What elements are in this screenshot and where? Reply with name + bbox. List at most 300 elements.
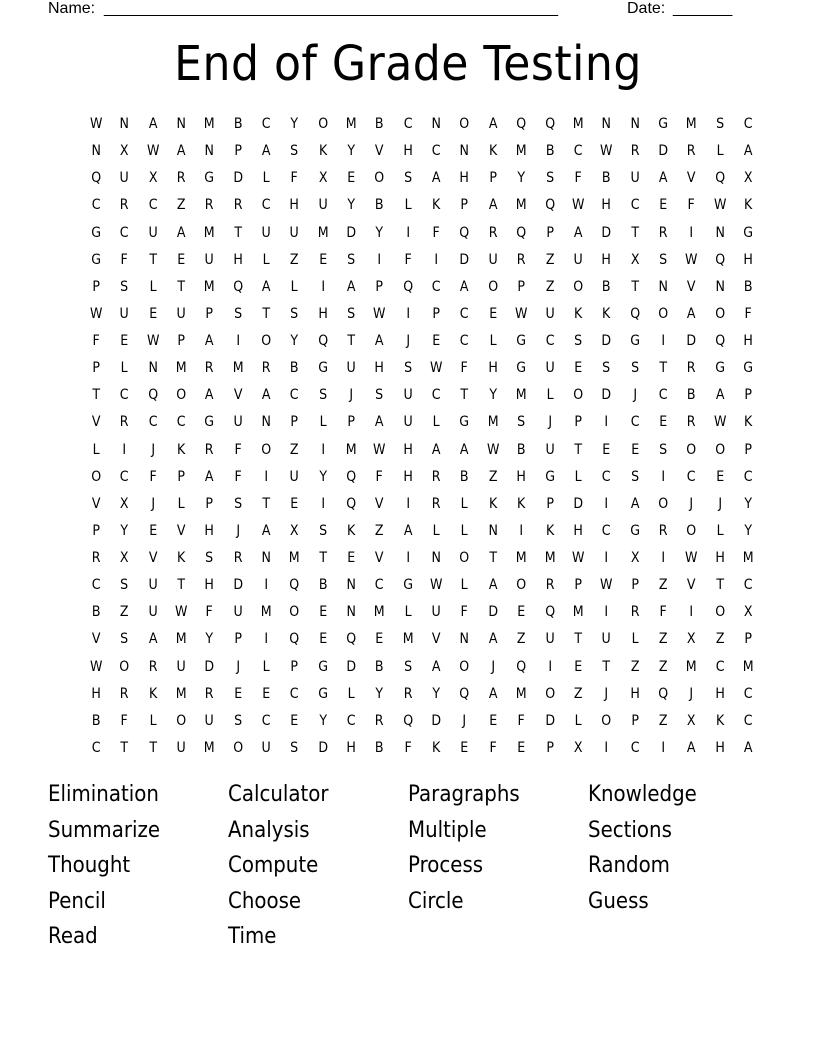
- grid-cell[interactable]: S: [403, 170, 412, 187]
- grid-cell[interactable]: Z: [120, 604, 129, 621]
- grid-cell[interactable]: K: [744, 197, 753, 214]
- grid-cell[interactable]: M: [572, 604, 584, 621]
- grid-cell[interactable]: K: [176, 550, 186, 566]
- grid-cell[interactable]: I: [264, 577, 269, 594]
- grid-cell[interactable]: I: [406, 495, 410, 512]
- grid-cell[interactable]: U: [261, 224, 271, 241]
- grid-cell[interactable]: O: [573, 387, 584, 404]
- grid-cell[interactable]: E: [489, 712, 498, 729]
- grid-cell[interactable]: S: [659, 251, 668, 268]
- grid-cell[interactable]: E: [318, 604, 327, 621]
- grid-cell[interactable]: P: [545, 495, 554, 512]
- grid-cell[interactable]: L: [177, 495, 185, 512]
- grid-cell[interactable]: M: [544, 550, 556, 566]
- grid-cell[interactable]: A: [205, 468, 214, 485]
- grid-cell[interactable]: O: [317, 116, 328, 132]
- grid-cell[interactable]: F: [687, 197, 696, 214]
- grid-cell[interactable]: M: [175, 685, 187, 702]
- grid-cell[interactable]: I: [604, 604, 609, 621]
- grid-cell[interactable]: G: [91, 251, 101, 268]
- grid-cell[interactable]: T: [602, 658, 611, 675]
- grid-cell[interactable]: P: [744, 441, 753, 458]
- grid-cell[interactable]: K: [545, 522, 554, 539]
- grid-cell[interactable]: T: [92, 387, 100, 404]
- grid-cell[interactable]: A: [460, 278, 469, 295]
- grid-cell[interactable]: S: [545, 170, 554, 187]
- grid-cell[interactable]: B: [545, 143, 555, 160]
- grid-cell[interactable]: A: [743, 143, 753, 160]
- grid-cell[interactable]: O: [658, 495, 669, 512]
- grid-cell[interactable]: M: [487, 414, 499, 431]
- grid-cell[interactable]: C: [573, 143, 583, 160]
- grid-cell[interactable]: Y: [290, 333, 299, 349]
- grid-cell[interactable]: I: [661, 739, 666, 756]
- grid-cell[interactable]: U: [573, 251, 583, 268]
- grid-cell[interactable]: X: [120, 550, 129, 566]
- grid-cell[interactable]: P: [205, 305, 214, 322]
- grid-cell[interactable]: L: [120, 360, 128, 377]
- grid-cell[interactable]: O: [289, 604, 300, 621]
- grid-cell[interactable]: L: [461, 577, 469, 594]
- grid-cell[interactable]: T: [574, 631, 582, 648]
- grid-cell[interactable]: A: [488, 577, 498, 594]
- grid-cell[interactable]: X: [120, 143, 129, 160]
- grid-cell[interactable]: L: [461, 495, 469, 512]
- grid-cell[interactable]: F: [489, 739, 497, 756]
- grid-cell[interactable]: Q: [346, 468, 357, 485]
- grid-cell[interactable]: F: [659, 604, 667, 621]
- grid-cell[interactable]: S: [403, 360, 412, 377]
- grid-cell[interactable]: L: [319, 414, 327, 431]
- grid-cell[interactable]: N: [488, 522, 498, 539]
- grid-cell[interactable]: E: [148, 522, 157, 539]
- grid-cell[interactable]: L: [432, 522, 440, 539]
- grid-cell[interactable]: R: [91, 550, 101, 566]
- grid-cell[interactable]: O: [516, 577, 527, 594]
- grid-cell[interactable]: F: [375, 468, 384, 485]
- grid-cell[interactable]: X: [630, 550, 640, 566]
- grid-cell[interactable]: N: [459, 143, 470, 160]
- grid-cell[interactable]: P: [92, 278, 100, 295]
- grid-cell[interactable]: V: [431, 631, 441, 648]
- grid-cell[interactable]: C: [630, 739, 640, 756]
- grid-cell[interactable]: Z: [545, 278, 555, 295]
- grid-cell[interactable]: R: [403, 685, 413, 702]
- grid-cell[interactable]: M: [402, 631, 414, 648]
- grid-cell[interactable]: C: [743, 116, 753, 132]
- grid-cell[interactable]: A: [488, 685, 498, 702]
- grid-cell[interactable]: Z: [488, 468, 498, 485]
- grid-cell[interactable]: K: [573, 305, 583, 322]
- grid-cell[interactable]: I: [604, 495, 609, 512]
- grid-cell[interactable]: Y: [290, 116, 299, 132]
- grid-cell[interactable]: S: [120, 278, 129, 295]
- grid-cell[interactable]: F: [149, 468, 157, 485]
- grid-cell[interactable]: C: [91, 577, 101, 594]
- grid-cell[interactable]: L: [149, 278, 157, 295]
- grid-cell[interactable]: C: [290, 685, 299, 702]
- grid-cell[interactable]: A: [261, 387, 271, 404]
- grid-cell[interactable]: U: [630, 170, 640, 187]
- grid-cell[interactable]: R: [205, 360, 214, 377]
- grid-cell[interactable]: U: [488, 251, 498, 268]
- grid-cell[interactable]: I: [661, 468, 666, 485]
- grid-cell[interactable]: O: [176, 387, 187, 404]
- grid-cell[interactable]: E: [432, 333, 441, 349]
- grid-cell[interactable]: Q: [232, 278, 243, 295]
- grid-cell[interactable]: H: [91, 685, 101, 702]
- grid-cell[interactable]: Y: [517, 170, 526, 187]
- grid-cell[interactable]: V: [375, 495, 384, 512]
- grid-cell[interactable]: G: [516, 360, 527, 377]
- grid-cell[interactable]: T: [319, 550, 327, 566]
- grid-cell[interactable]: O: [119, 658, 130, 675]
- grid-cell[interactable]: L: [262, 170, 270, 187]
- grid-cell[interactable]: N: [346, 577, 356, 594]
- grid-cell[interactable]: W: [89, 658, 103, 675]
- grid-cell[interactable]: R: [517, 251, 526, 268]
- grid-cell[interactable]: A: [261, 522, 271, 539]
- grid-cell[interactable]: I: [264, 468, 269, 485]
- grid-cell[interactable]: V: [91, 631, 101, 648]
- grid-cell[interactable]: F: [404, 251, 412, 268]
- grid-cell[interactable]: M: [175, 631, 187, 648]
- grid-cell[interactable]: Q: [402, 712, 413, 729]
- grid-cell[interactable]: I: [689, 604, 694, 621]
- grid-cell[interactable]: U: [204, 712, 215, 729]
- grid-cell[interactable]: V: [375, 550, 384, 566]
- grid-cell[interactable]: T: [630, 224, 639, 241]
- grid-cell[interactable]: P: [205, 495, 214, 512]
- grid-cell[interactable]: Y: [347, 143, 356, 160]
- grid-cell[interactable]: F: [744, 305, 752, 322]
- grid-cell[interactable]: D: [658, 143, 669, 160]
- grid-cell[interactable]: E: [659, 414, 668, 431]
- grid-cell[interactable]: O: [374, 170, 385, 187]
- grid-cell[interactable]: I: [321, 441, 325, 458]
- grid-cell[interactable]: Q: [544, 604, 555, 621]
- grid-cell[interactable]: H: [233, 251, 243, 268]
- grid-cell[interactable]: C: [119, 224, 129, 241]
- grid-cell[interactable]: J: [689, 495, 694, 512]
- grid-cell[interactable]: E: [318, 251, 327, 268]
- grid-cell[interactable]: X: [687, 631, 696, 648]
- grid-cell[interactable]: E: [148, 305, 157, 322]
- grid-cell[interactable]: O: [714, 441, 725, 458]
- grid-cell[interactable]: G: [658, 116, 669, 132]
- grid-cell[interactable]: A: [375, 333, 384, 349]
- grid-cell[interactable]: T: [177, 577, 185, 594]
- grid-cell[interactable]: J: [491, 658, 495, 675]
- grid-cell[interactable]: W: [373, 441, 386, 458]
- grid-cell[interactable]: C: [91, 197, 101, 214]
- grid-cell[interactable]: B: [375, 116, 384, 132]
- grid-cell[interactable]: C: [431, 387, 441, 404]
- grid-cell[interactable]: U: [176, 658, 186, 675]
- grid-cell[interactable]: I: [434, 251, 439, 268]
- grid-cell[interactable]: J: [547, 414, 552, 431]
- grid-cell[interactable]: X: [318, 170, 328, 187]
- grid-cell[interactable]: N: [601, 116, 612, 132]
- grid-cell[interactable]: O: [261, 333, 272, 349]
- grid-cell[interactable]: S: [347, 251, 356, 268]
- grid-cell[interactable]: O: [176, 712, 187, 729]
- grid-cell[interactable]: H: [204, 522, 215, 539]
- grid-cell[interactable]: G: [317, 658, 328, 675]
- grid-cell[interactable]: E: [574, 360, 583, 377]
- grid-cell[interactable]: N: [147, 360, 158, 377]
- grid-cell[interactable]: A: [687, 739, 696, 756]
- grid-cell[interactable]: S: [233, 305, 242, 322]
- grid-cell[interactable]: Z: [630, 658, 640, 675]
- grid-cell[interactable]: Z: [658, 577, 668, 594]
- grid-cell[interactable]: P: [177, 333, 185, 349]
- grid-cell[interactable]: V: [687, 278, 696, 295]
- grid-cell[interactable]: P: [574, 577, 582, 594]
- grid-cell[interactable]: I: [321, 278, 325, 295]
- grid-cell[interactable]: N: [431, 116, 442, 132]
- grid-cell[interactable]: P: [347, 414, 356, 431]
- grid-cell[interactable]: S: [290, 143, 299, 160]
- grid-cell[interactable]: H: [630, 685, 640, 702]
- grid-cell[interactable]: F: [205, 604, 214, 621]
- grid-cell[interactable]: E: [262, 685, 271, 702]
- grid-cell[interactable]: L: [404, 197, 412, 214]
- grid-cell[interactable]: B: [602, 278, 611, 295]
- grid-cell[interactable]: L: [574, 468, 582, 485]
- grid-cell[interactable]: C: [630, 197, 640, 214]
- grid-cell[interactable]: L: [489, 333, 497, 349]
- grid-cell[interactable]: A: [176, 143, 186, 160]
- grid-cell[interactable]: E: [489, 305, 498, 322]
- grid-cell[interactable]: B: [517, 441, 526, 458]
- grid-cell[interactable]: W: [685, 550, 698, 566]
- grid-cell[interactable]: M: [515, 143, 527, 160]
- grid-cell[interactable]: N: [261, 550, 271, 566]
- grid-cell[interactable]: M: [686, 658, 697, 675]
- grid-cell[interactable]: L: [574, 712, 582, 729]
- grid-cell[interactable]: C: [119, 468, 129, 485]
- grid-cell[interactable]: L: [716, 143, 724, 160]
- grid-cell[interactable]: C: [431, 278, 441, 295]
- grid-cell[interactable]: Q: [459, 685, 470, 702]
- grid-cell[interactable]: W: [89, 305, 103, 322]
- grid-cell[interactable]: J: [718, 495, 722, 512]
- grid-cell[interactable]: A: [176, 224, 186, 241]
- grid-cell[interactable]: W: [89, 116, 103, 132]
- grid-cell[interactable]: Y: [347, 197, 356, 214]
- grid-cell[interactable]: C: [630, 414, 640, 431]
- grid-cell[interactable]: O: [658, 305, 669, 322]
- grid-cell[interactable]: R: [119, 414, 129, 431]
- grid-cell[interactable]: I: [661, 550, 666, 566]
- grid-cell[interactable]: W: [373, 305, 386, 322]
- grid-cell[interactable]: R: [488, 224, 498, 241]
- grid-cell[interactable]: Q: [544, 197, 555, 214]
- grid-cell[interactable]: H: [204, 577, 215, 594]
- grid-cell[interactable]: Y: [744, 522, 753, 539]
- grid-cell[interactable]: M: [203, 739, 215, 756]
- grid-cell[interactable]: P: [744, 387, 753, 404]
- grid-cell[interactable]: Y: [489, 387, 497, 404]
- grid-cell[interactable]: A: [488, 197, 498, 214]
- grid-cell[interactable]: L: [262, 251, 270, 268]
- grid-cell[interactable]: Q: [91, 170, 101, 187]
- grid-cell[interactable]: H: [601, 251, 612, 268]
- grid-cell[interactable]: M: [515, 550, 527, 566]
- grid-cell[interactable]: S: [318, 522, 327, 539]
- grid-cell[interactable]: D: [544, 712, 555, 729]
- name-field[interactable]: ______________________________________________________: [104, 0, 558, 17]
- grid-cell[interactable]: H: [573, 522, 583, 539]
- grid-cell[interactable]: G: [743, 224, 754, 241]
- grid-cell[interactable]: A: [205, 333, 214, 349]
- grid-cell[interactable]: U: [545, 360, 555, 377]
- grid-cell[interactable]: A: [658, 170, 668, 187]
- grid-cell[interactable]: A: [375, 414, 384, 431]
- grid-cell[interactable]: O: [714, 305, 725, 322]
- grid-cell[interactable]: M: [203, 224, 215, 241]
- grid-cell[interactable]: U: [601, 631, 612, 648]
- grid-cell[interactable]: Z: [290, 441, 299, 458]
- grid-cell[interactable]: H: [516, 468, 527, 485]
- grid-cell[interactable]: T: [148, 251, 157, 268]
- grid-cell[interactable]: C: [148, 414, 158, 431]
- grid-cell[interactable]: T: [347, 333, 356, 349]
- grid-cell[interactable]: I: [406, 550, 410, 566]
- grid-cell[interactable]: Q: [714, 170, 725, 187]
- grid-cell[interactable]: M: [289, 550, 300, 566]
- grid-cell[interactable]: Y: [319, 468, 327, 485]
- grid-cell[interactable]: T: [716, 577, 724, 594]
- grid-cell[interactable]: B: [290, 360, 299, 377]
- grid-cell[interactable]: C: [743, 577, 753, 594]
- grid-cell[interactable]: L: [432, 414, 440, 431]
- grid-cell[interactable]: X: [630, 251, 640, 268]
- grid-cell[interactable]: K: [517, 495, 526, 512]
- word-search-grid[interactable]: [82, 110, 763, 761]
- grid-cell[interactable]: X: [687, 712, 696, 729]
- grid-cell[interactable]: A: [261, 143, 271, 160]
- grid-cell[interactable]: A: [488, 631, 498, 648]
- grid-cell[interactable]: E: [347, 550, 356, 566]
- grid-cell[interactable]: R: [687, 143, 696, 160]
- grid-cell[interactable]: W: [174, 604, 188, 621]
- grid-cell[interactable]: O: [714, 604, 725, 621]
- grid-cell[interactable]: M: [175, 360, 187, 377]
- grid-cell[interactable]: S: [630, 360, 639, 377]
- grid-cell[interactable]: H: [743, 333, 753, 349]
- grid-cell[interactable]: O: [91, 468, 101, 485]
- grid-cell[interactable]: N: [176, 116, 186, 132]
- grid-cell[interactable]: E: [460, 739, 469, 756]
- grid-cell[interactable]: K: [715, 712, 725, 729]
- grid-cell[interactable]: R: [119, 197, 129, 214]
- grid-cell[interactable]: S: [318, 387, 327, 404]
- grid-cell[interactable]: E: [347, 170, 356, 187]
- grid-cell[interactable]: W: [486, 441, 500, 458]
- grid-cell[interactable]: A: [346, 278, 356, 295]
- grid-cell[interactable]: E: [177, 251, 186, 268]
- grid-cell[interactable]: B: [375, 197, 384, 214]
- grid-cell[interactable]: R: [261, 360, 271, 377]
- grid-cell[interactable]: J: [604, 685, 609, 702]
- grid-cell[interactable]: K: [602, 305, 611, 322]
- grid-cell[interactable]: K: [318, 143, 327, 160]
- grid-cell[interactable]: U: [545, 631, 555, 648]
- grid-cell[interactable]: S: [659, 441, 668, 458]
- grid-cell[interactable]: D: [459, 251, 470, 268]
- grid-cell[interactable]: D: [346, 224, 357, 241]
- grid-cell[interactable]: A: [743, 739, 753, 756]
- grid-cell[interactable]: R: [687, 360, 696, 377]
- grid-cell[interactable]: N: [91, 143, 101, 160]
- grid-cell[interactable]: O: [459, 116, 470, 132]
- grid-cell[interactable]: C: [743, 712, 753, 729]
- grid-cell[interactable]: P: [233, 631, 242, 648]
- grid-cell[interactable]: B: [91, 604, 101, 621]
- grid-cell[interactable]: Z: [715, 631, 725, 648]
- grid-cell[interactable]: D: [488, 604, 498, 621]
- grid-cell[interactable]: Z: [658, 712, 668, 729]
- grid-cell[interactable]: H: [374, 360, 385, 377]
- grid-cell[interactable]: E: [517, 739, 526, 756]
- grid-cell[interactable]: S: [120, 577, 129, 594]
- grid-cell[interactable]: E: [574, 658, 583, 675]
- grid-cell[interactable]: I: [519, 522, 524, 539]
- grid-cell[interactable]: Q: [544, 116, 555, 132]
- grid-cell[interactable]: L: [290, 278, 299, 295]
- grid-cell[interactable]: T: [460, 387, 469, 404]
- grid-cell[interactable]: U: [545, 441, 555, 458]
- grid-cell[interactable]: V: [375, 143, 384, 160]
- grid-cell[interactable]: M: [515, 197, 527, 214]
- grid-cell[interactable]: I: [604, 550, 609, 566]
- grid-cell[interactable]: S: [630, 468, 639, 485]
- grid-cell[interactable]: C: [431, 143, 441, 160]
- grid-cell[interactable]: T: [659, 360, 668, 377]
- grid-cell[interactable]: Q: [289, 577, 300, 594]
- grid-cell[interactable]: O: [459, 658, 470, 675]
- grid-cell[interactable]: P: [744, 631, 753, 648]
- grid-cell[interactable]: U: [119, 305, 129, 322]
- grid-cell[interactable]: S: [233, 495, 242, 512]
- grid-cell[interactable]: L: [149, 712, 157, 729]
- grid-cell[interactable]: A: [205, 387, 214, 404]
- grid-cell[interactable]: D: [346, 658, 357, 675]
- grid-cell[interactable]: A: [261, 278, 271, 295]
- grid-cell[interactable]: R: [630, 143, 640, 160]
- grid-cell[interactable]: Z: [658, 658, 668, 675]
- grid-cell[interactable]: G: [544, 468, 555, 485]
- grid-cell[interactable]: G: [204, 414, 215, 431]
- grid-cell[interactable]: C: [91, 739, 101, 756]
- grid-cell[interactable]: E: [602, 441, 611, 458]
- grid-cell[interactable]: U: [403, 414, 413, 431]
- grid-cell[interactable]: H: [715, 550, 725, 566]
- grid-cell[interactable]: T: [148, 739, 157, 756]
- grid-cell[interactable]: X: [148, 170, 158, 187]
- grid-cell[interactable]: G: [403, 577, 413, 594]
- grid-cell[interactable]: V: [176, 522, 186, 539]
- grid-cell[interactable]: Y: [375, 224, 384, 241]
- grid-cell[interactable]: C: [743, 685, 753, 702]
- grid-cell[interactable]: M: [742, 550, 754, 566]
- grid-cell[interactable]: W: [571, 197, 585, 214]
- grid-cell[interactable]: Z: [290, 251, 299, 268]
- grid-cell[interactable]: L: [461, 522, 469, 539]
- grid-cell[interactable]: L: [262, 658, 270, 675]
